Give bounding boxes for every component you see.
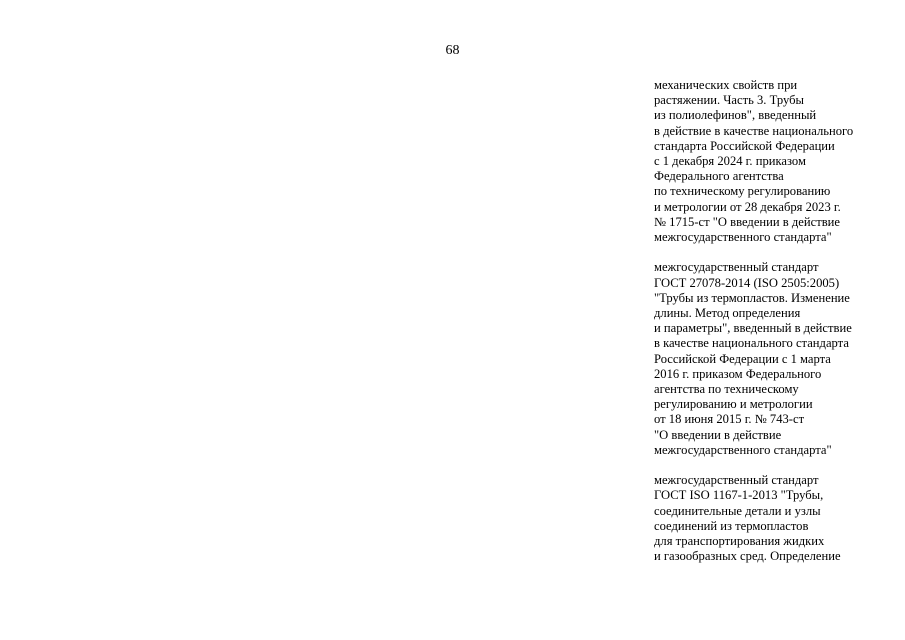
paragraph-2 [654,260,899,458]
text-line: агентства по техническому [654,382,799,397]
text-line: "Трубы из термопластов. Изменение [654,290,850,305]
text-line: с 1 декабря 2024 г. приказом [654,154,806,169]
text-line: Федерального агентства [654,169,784,184]
text-line: и газообразных сред. Определение [654,549,841,564]
text-line: длины. Метод определения [654,306,801,321]
text-line: стандарта Российской Федерации [654,138,835,153]
text-line: регулированию и метрологии [654,397,813,412]
text-line: механических свойств при [654,78,798,92]
text-line: соединительные детали и узлы [654,503,821,518]
text-line: по техническому регулированию [654,184,831,199]
page-number: 68 [445,43,460,58]
text-line: от 18 июня 2015 г. № 743-ст [654,412,805,427]
text-line: в действие в качестве национального [654,123,854,138]
text-line: растяжении. Часть 3. Трубы [654,93,804,108]
paragraph-3 [654,473,899,564]
text-line: межгосударственного стандарта" [654,442,832,457]
text-line: в качестве национального стандарта [654,336,849,351]
text-line: из полиолефинов", введенный [654,108,817,123]
text-line: 2016 г. приказом Федерального [654,366,822,381]
text-line: соединений из термопластов [654,518,809,533]
text-line: № 1715-ст "О введении в действие [654,214,840,229]
text-line: и параметры", введенный в действие [654,321,852,336]
text-line: межгосударственного стандарта" [654,230,832,245]
text-line: ГОСТ 27078-2014 (ISO 2505:2005) [654,275,840,290]
text-line: "О введении в действие [654,427,782,442]
text-column [654,78,899,580]
text-line: ГОСТ ISO 1167-1-2013 "Трубы, [654,488,824,503]
text-line: Российской Федерации с 1 марта [654,351,831,366]
text-line: межгосударственный стандарт [654,473,819,488]
text-line: для транспортирования жидких [654,534,825,549]
paragraph-1 [654,78,899,245]
text-line: и метрологии от 28 декабря 2023 г. [654,199,841,214]
text-line: межгосударственный стандарт [654,260,819,275]
